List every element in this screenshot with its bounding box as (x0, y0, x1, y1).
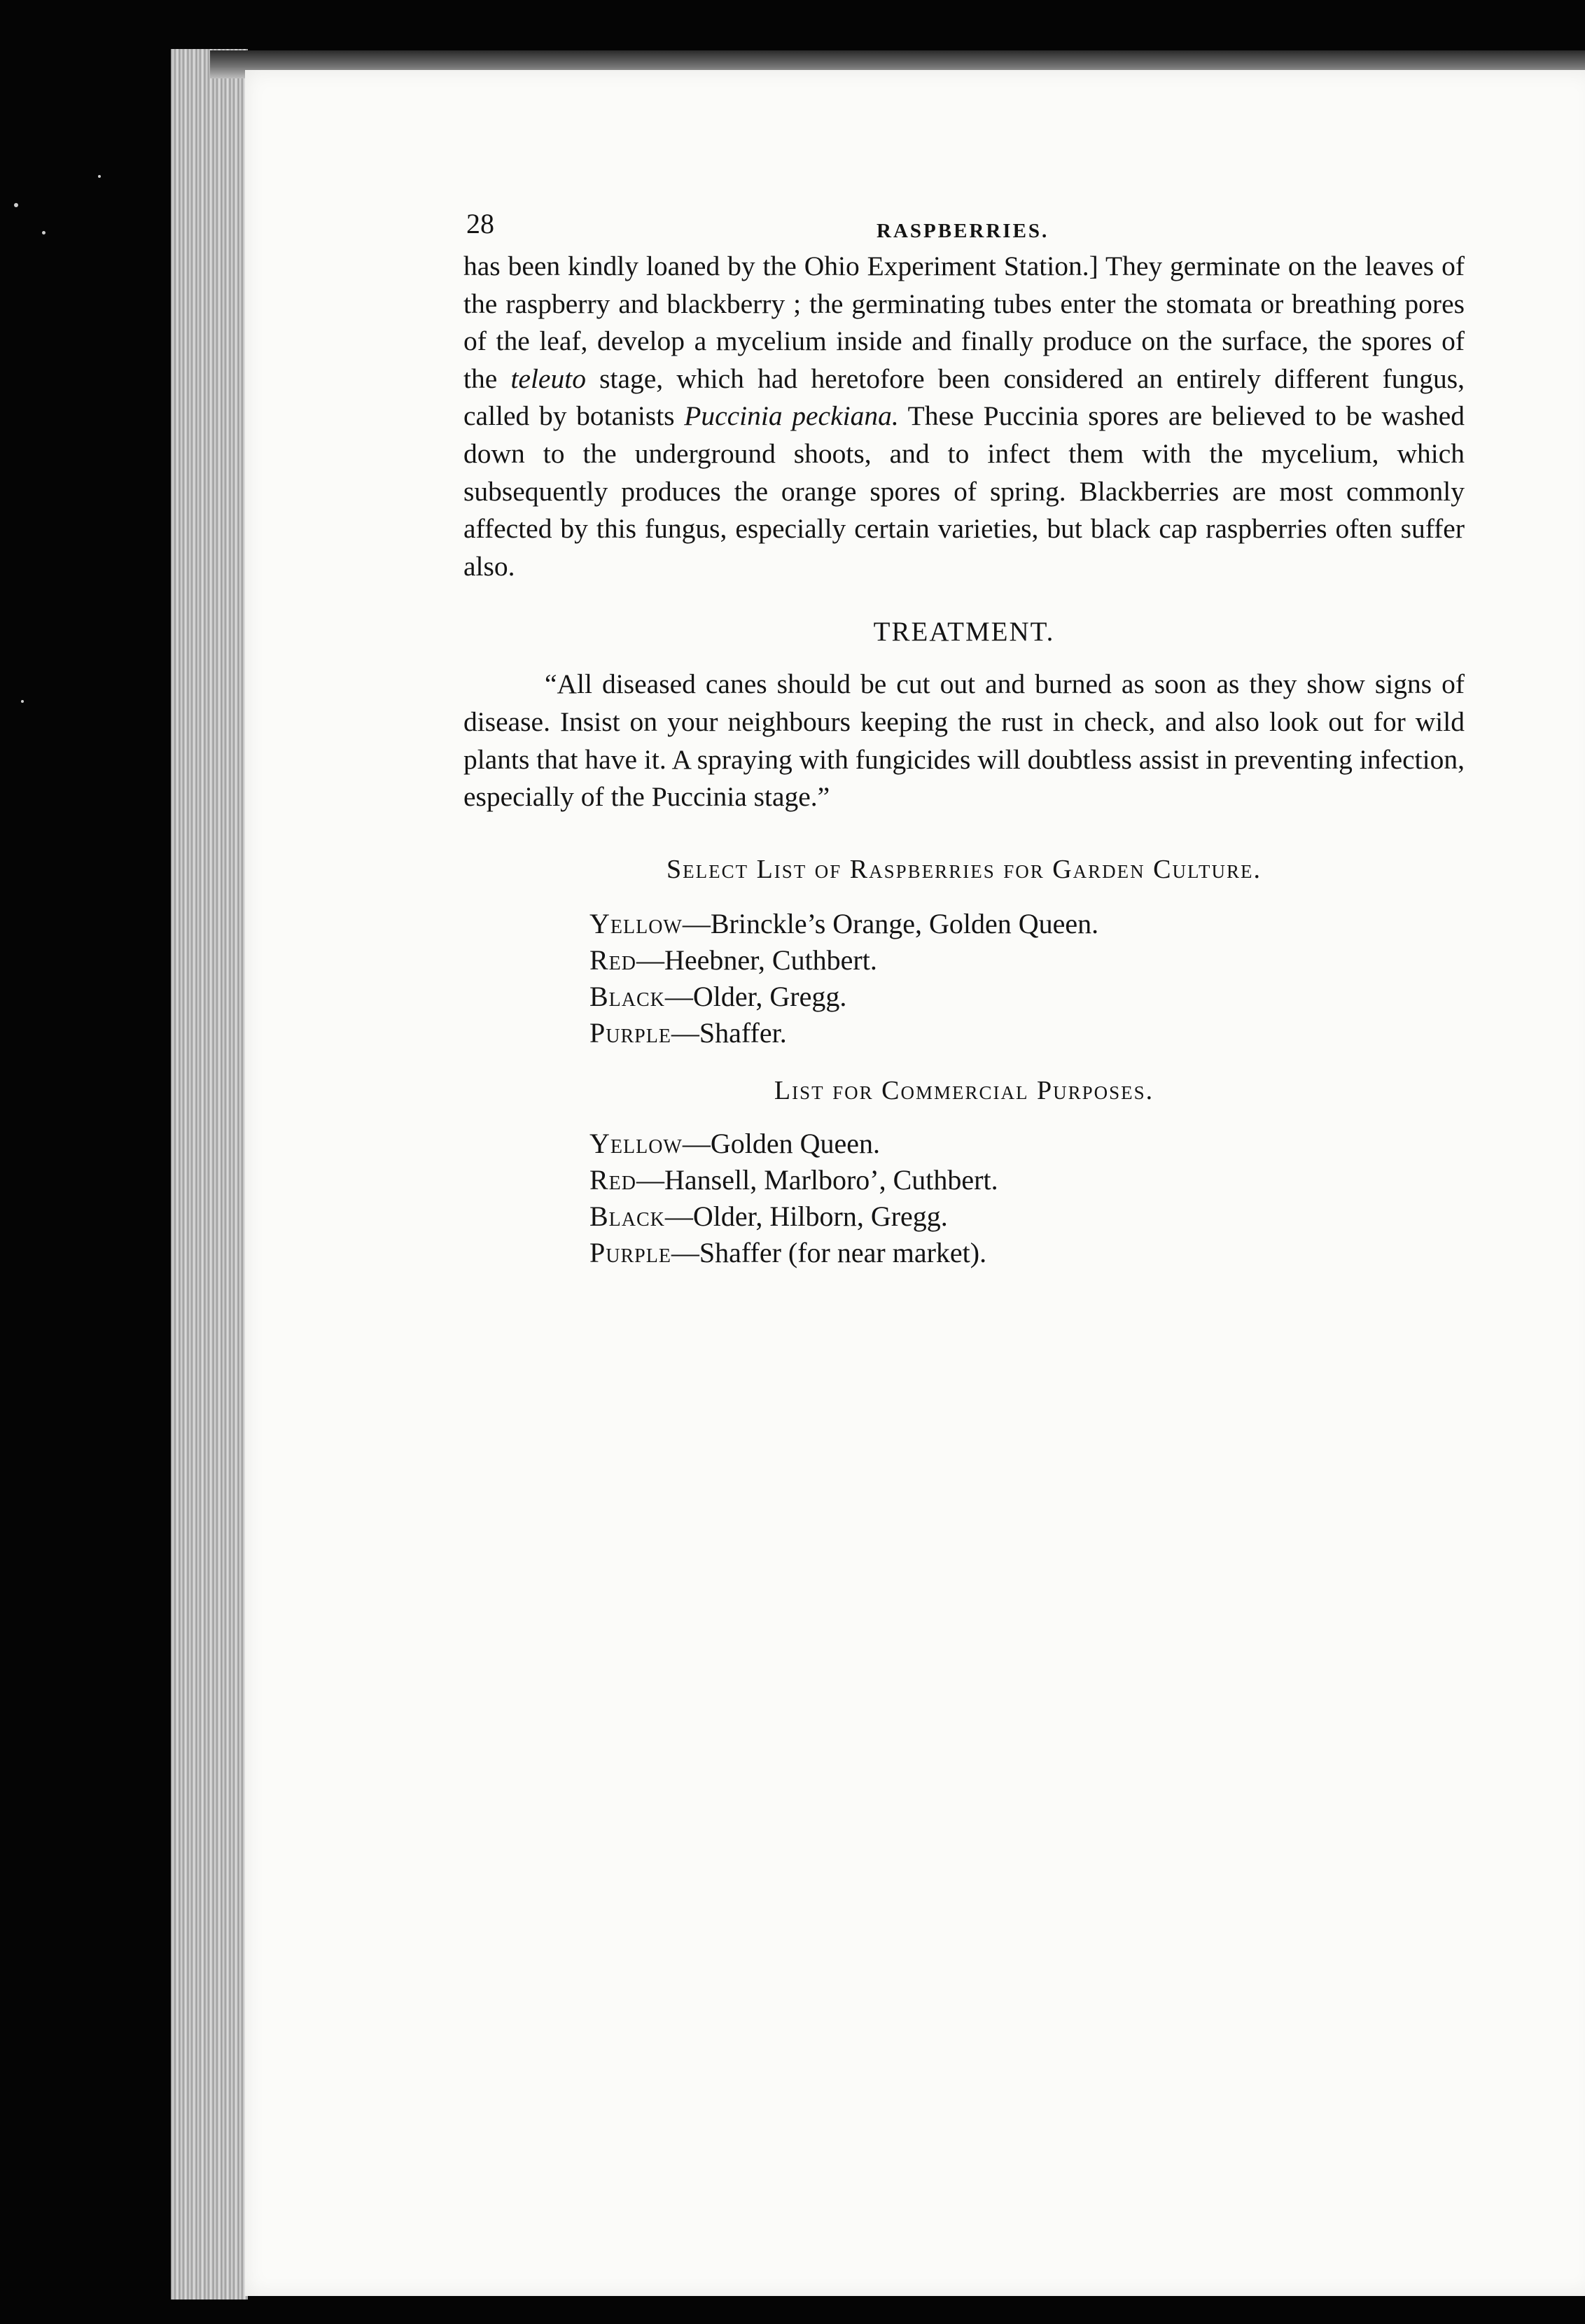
body-paragraph (463, 248, 1465, 585)
italic-term: Puccinia peckiana. (684, 400, 899, 432)
commercial-list-caption: List for Commercial Purposes. (774, 1075, 1154, 1105)
list-category: Black (589, 1200, 665, 1232)
list-varieties: —Older, Gregg. (664, 980, 847, 1012)
section-heading: TREATMENT. (873, 617, 1055, 648)
garden-list (589, 906, 1465, 1051)
list-varieties: —Brinckle’s Orange, Golden Queen. (682, 907, 1099, 939)
scan-speck (42, 231, 46, 234)
paragraph-text: These Puccinia spores are believed to be washed down to the underground shoots, and to infect them with the mycelium, which subsequently produces the orange spores of spring. Blackberries are most commonly affected by this fungus, especially certain varieties, but black cap raspberries often suffer also. (463, 400, 1465, 582)
list-item (589, 1235, 1465, 1271)
paragraph-text: has been kindly loaned by the Ohio Experiment Station.] They germinate on the leaves of the raspberry and blackberry ; the germinating tubes enter the stomata or breathing pores of the leaf, develop a mycelium inside and finally produce on the surface, the spores of the (463, 251, 1465, 394)
treatment-paragraph: “All diseased canes should be cut out and burned as soon as they show signs of disease. Insist on your neighbours keeping the rust in check, and also look out for wild plants that have it. A spraying with fungicides will doubtless assist in preventing infection, especially of the Puccinia stage.” (463, 668, 1465, 813)
commercial-list (589, 1126, 1465, 1271)
scan-speck (98, 175, 101, 178)
list-category: Red (589, 1163, 637, 1196)
list-category: Red (589, 944, 637, 976)
list-varieties: —Shaffer (for near market). (671, 1236, 987, 1268)
list-item (589, 1162, 1465, 1198)
list-category: Yellow (589, 907, 683, 939)
scan-speck (21, 700, 24, 703)
list-item (589, 1015, 1465, 1051)
scan-speck (14, 203, 18, 207)
list-item (589, 1126, 1465, 1162)
list-item (589, 1198, 1465, 1235)
italic-term: teleuto (510, 363, 586, 394)
list-varieties: —Heebner, Cuthbert. (636, 944, 877, 976)
list-varieties: —Hansell, Marlboro’, Cuthbert. (636, 1163, 998, 1196)
running-head (463, 196, 1465, 242)
list-varieties: —Golden Queen. (682, 1127, 881, 1159)
list-category: Purple (589, 1016, 671, 1049)
list-item (589, 942, 1465, 979)
page-content (463, 196, 1465, 1271)
list-category: Purple (589, 1236, 671, 1268)
page-edge-stack (171, 49, 248, 2300)
list-item (589, 979, 1465, 1015)
list-item (589, 906, 1465, 942)
paragraph-text: stage, which had heretofore been considered an entirely different fungus, called by botanists (463, 363, 1465, 432)
running-title: RASPBERRIES. (877, 220, 1049, 242)
garden-list-caption: Select List of Raspberries for Garden Culture. (666, 854, 1262, 884)
page-number: 28 (466, 208, 494, 239)
list-varieties: —Older, Hilborn, Gregg. (664, 1200, 948, 1232)
list-varieties: —Shaffer. (671, 1016, 787, 1049)
list-category: Yellow (589, 1127, 683, 1159)
list-category: Black (589, 980, 665, 1012)
